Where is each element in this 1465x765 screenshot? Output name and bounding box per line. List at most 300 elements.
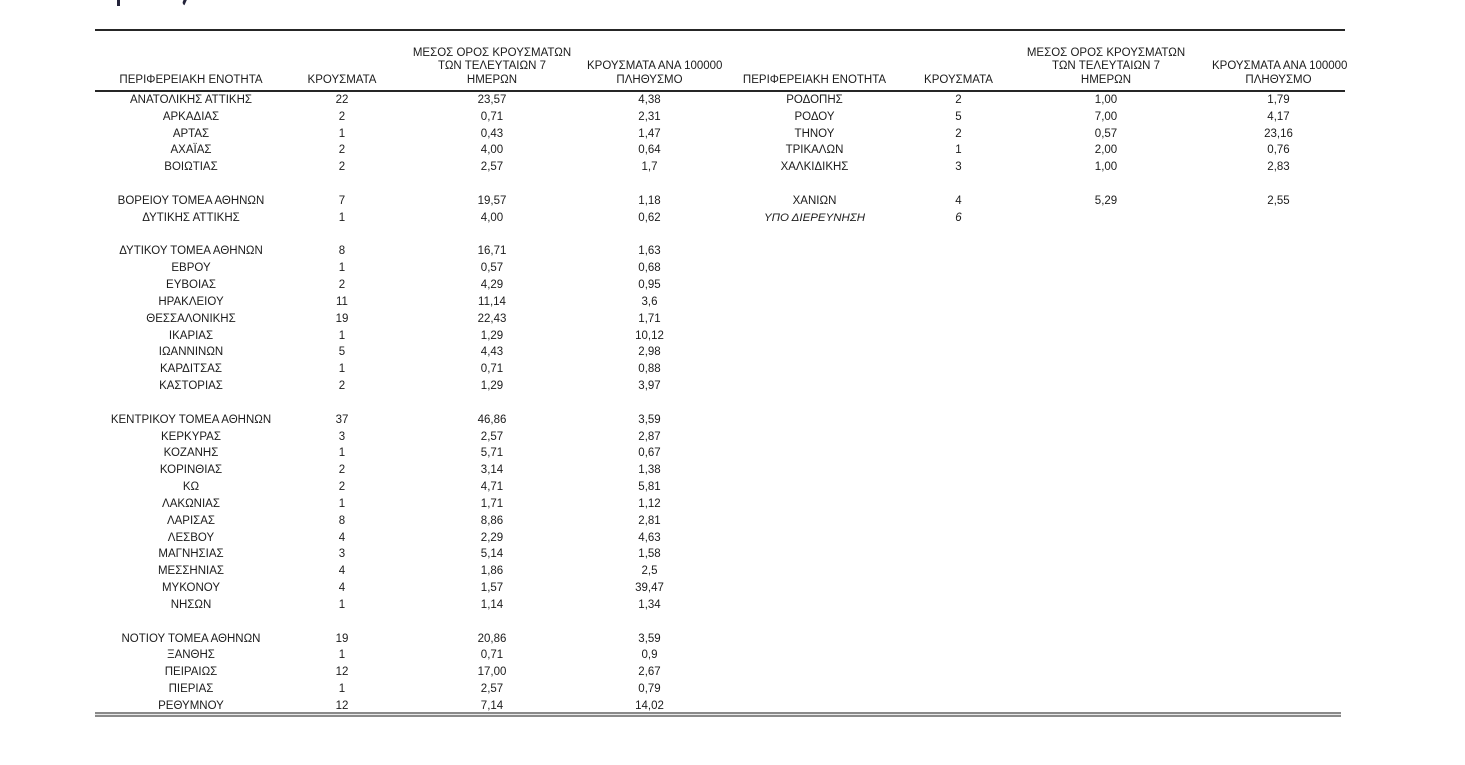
left-avg7-cell: 16,71 bbox=[477, 245, 507, 258]
table-row bbox=[95, 462, 1345, 479]
left-cases-cell: 2 bbox=[338, 110, 346, 123]
right-cases-cell bbox=[917, 227, 1000, 244]
right-cases-cell bbox=[917, 496, 1000, 513]
right-per100k-cell: 0,76 bbox=[1267, 144, 1290, 157]
column-header-avg7-left bbox=[397, 31, 587, 91]
column-header-region-right bbox=[712, 31, 917, 91]
header-label: ΤΩΝ ΤΕΛΕΥΤΑΙΩΝ 7 bbox=[438, 60, 546, 72]
left-cases-cell: 1 bbox=[338, 598, 346, 611]
column-header-region-left bbox=[95, 31, 287, 91]
left-cases-cell: 8 bbox=[338, 245, 346, 258]
right-avg7-cell bbox=[1000, 496, 1212, 513]
table-row bbox=[95, 597, 1345, 614]
left-region-cell: ΕΥΒΟΙΑΣ bbox=[166, 279, 216, 292]
right-avg7-cell bbox=[1000, 563, 1212, 580]
left-per100k-cell bbox=[587, 227, 712, 244]
left-region-cell: ΕΒΡΟΥ bbox=[171, 262, 211, 275]
right-region-cell bbox=[712, 479, 917, 496]
right-avg7-cell bbox=[1000, 681, 1212, 698]
left-per100k-cell: 3,97 bbox=[638, 380, 661, 393]
table-row bbox=[95, 260, 1345, 277]
header-label: ΚΡΟΥΣΜΑΤΑ bbox=[307, 73, 377, 86]
right-avg7-cell bbox=[1000, 395, 1212, 412]
table-row bbox=[95, 361, 1345, 378]
table-row bbox=[95, 227, 1345, 244]
left-cases-cell: 7 bbox=[338, 194, 346, 207]
left-avg7-cell: 0,71 bbox=[480, 110, 504, 123]
table-row bbox=[95, 513, 1345, 530]
table-row bbox=[95, 328, 1345, 345]
right-per100k-cell bbox=[1212, 462, 1345, 479]
right-cases-cell bbox=[917, 277, 1000, 294]
left-region-cell: ΑΡΚΑΔΙΑΣ bbox=[162, 110, 220, 123]
right-avg7-cell bbox=[1000, 210, 1212, 227]
left-per100k-cell: 10,12 bbox=[635, 329, 664, 342]
table-row bbox=[95, 210, 1345, 227]
right-per100k-cell bbox=[1212, 429, 1345, 446]
right-avg7-cell bbox=[1000, 647, 1212, 664]
right-per100k-cell: 2,83 bbox=[1267, 161, 1290, 174]
left-region-cell: ΗΡΑΚΛΕΙΟΥ bbox=[158, 295, 224, 308]
right-region-cell bbox=[712, 513, 917, 530]
left-avg7-cell: 4,43 bbox=[480, 346, 504, 359]
right-avg7-cell bbox=[1000, 429, 1212, 446]
left-region-cell: ΡΕΘΥΜΝΟΥ bbox=[158, 699, 224, 712]
table-row bbox=[95, 395, 1345, 412]
left-cases-cell: 4 bbox=[338, 565, 346, 578]
right-per100k-cell bbox=[1212, 445, 1345, 462]
right-cases-cell bbox=[917, 311, 1000, 328]
right-region-cell bbox=[712, 631, 917, 648]
header-label: ΠΛΗΘΥΣΜΟ bbox=[1245, 73, 1312, 86]
left-avg7-cell: 0,71 bbox=[480, 363, 504, 376]
left-region-cell: ΙΚΑΡΙΑΣ bbox=[168, 329, 214, 342]
left-avg7-cell: 1,14 bbox=[480, 598, 504, 611]
right-region-cell: ΧΑΛΚΙΔΙΚΗΣ bbox=[780, 161, 849, 174]
left-avg7-cell: 4,00 bbox=[480, 144, 504, 157]
left-per100k-cell: 1,34 bbox=[638, 598, 661, 611]
right-per100k-cell bbox=[1212, 294, 1345, 311]
left-avg7-cell: 2,57 bbox=[480, 682, 504, 695]
left-region-cell: ΚΟΖΑΝΗΣ bbox=[163, 447, 219, 460]
table-row bbox=[95, 311, 1345, 328]
right-region-cell bbox=[712, 378, 917, 395]
right-per100k-cell bbox=[1212, 344, 1345, 361]
right-region-cell bbox=[712, 243, 917, 260]
left-avg7-cell: 20,86 bbox=[477, 632, 507, 645]
left-per100k-cell: 2,98 bbox=[638, 346, 661, 359]
left-per100k-cell: 3,6 bbox=[641, 295, 658, 308]
left-cases-cell bbox=[287, 176, 397, 193]
right-cases-cell bbox=[917, 395, 1000, 412]
table-row bbox=[95, 243, 1345, 260]
left-per100k-cell bbox=[587, 395, 712, 412]
table-row bbox=[95, 344, 1345, 361]
left-region-cell: ΞΑΝΘΗΣ bbox=[167, 649, 215, 662]
right-per100k-cell bbox=[1212, 597, 1345, 614]
left-cases-cell: 2 bbox=[338, 380, 346, 393]
right-region-cell bbox=[712, 328, 917, 345]
right-region-cell bbox=[712, 496, 917, 513]
left-cases-cell: 2 bbox=[338, 279, 346, 292]
right-cases-cell bbox=[917, 445, 1000, 462]
left-cases-cell: 1 bbox=[338, 649, 346, 662]
right-avg7-cell bbox=[1000, 176, 1212, 193]
right-avg7-cell bbox=[1000, 546, 1212, 563]
left-avg7-cell: 23,57 bbox=[477, 94, 507, 106]
table-row bbox=[95, 126, 1345, 143]
right-region-cell bbox=[712, 546, 917, 563]
table-row bbox=[95, 647, 1345, 664]
left-region-cell: ΒΟΙΩΤΙΑΣ bbox=[164, 161, 218, 174]
right-region-cell bbox=[712, 647, 917, 664]
right-avg7-cell bbox=[1000, 277, 1212, 294]
left-cases-cell: 1 bbox=[338, 211, 346, 224]
right-region-cell bbox=[712, 664, 917, 681]
right-region-cell bbox=[712, 597, 917, 614]
left-region-cell: ΠΕΙΡΑΙΩΣ bbox=[164, 666, 218, 679]
right-cases-cell bbox=[917, 597, 1000, 614]
right-per100k-cell: 4,17 bbox=[1267, 110, 1290, 123]
right-avg7-cell bbox=[1000, 361, 1212, 378]
header-label: ΜΕΣΟΣ ΟΡΟΣ ΚΡΟΥΣΜΑΤΩΝ bbox=[412, 46, 572, 59]
right-region-cell bbox=[712, 361, 917, 378]
right-cases-cell bbox=[917, 546, 1000, 563]
right-region-cell bbox=[712, 412, 917, 429]
right-cases-cell bbox=[917, 176, 1000, 193]
header-label: ΗΜΕΡΩΝ bbox=[1080, 73, 1132, 86]
right-region-cell: ΤΡΙΚΑΛΩΝ bbox=[785, 144, 844, 157]
left-region-cell: ΜΕΣΣΗΝΙΑΣ bbox=[157, 565, 225, 578]
right-region-cell: ΥΠΟ ΔΙΕΡΕΥΝΗΣΗ bbox=[763, 211, 866, 224]
left-cases-cell: 2 bbox=[338, 161, 346, 174]
left-avg7-cell: 2,57 bbox=[480, 161, 504, 174]
right-region-cell bbox=[712, 462, 917, 479]
right-region-cell bbox=[712, 294, 917, 311]
right-per100k-cell bbox=[1212, 277, 1345, 294]
right-per100k-cell bbox=[1212, 361, 1345, 378]
table-row bbox=[95, 193, 1345, 210]
left-avg7-cell: 22,43 bbox=[477, 312, 507, 325]
left-cases-cell: 1 bbox=[338, 363, 346, 376]
clipped-text-fragment bbox=[117, 0, 120, 6]
left-cases-cell: 37 bbox=[335, 413, 349, 426]
table-row bbox=[95, 142, 1345, 159]
right-region-cell bbox=[712, 563, 917, 580]
right-avg7-cell bbox=[1000, 311, 1212, 328]
right-per100k-cell bbox=[1212, 614, 1345, 631]
right-region-cell: ΤΗΝΟΥ bbox=[794, 127, 835, 140]
left-per100k-cell: 3,59 bbox=[638, 632, 661, 645]
left-cases-cell: 11 bbox=[336, 295, 348, 308]
right-cases-cell bbox=[917, 260, 1000, 277]
left-region-cell: ΙΩΑΝΝΙΝΩΝ bbox=[158, 346, 224, 359]
right-per100k-cell bbox=[1212, 580, 1345, 597]
table-row bbox=[95, 109, 1345, 126]
right-cases-cell: 1 bbox=[955, 144, 962, 157]
left-cases-cell: 2 bbox=[338, 144, 346, 157]
left-cases-cell: 8 bbox=[338, 514, 346, 527]
right-cases-cell bbox=[917, 243, 1000, 260]
right-avg7-cell: 1,00 bbox=[1094, 94, 1118, 106]
right-cases-cell bbox=[917, 631, 1000, 648]
right-per100k-cell bbox=[1212, 311, 1345, 328]
left-avg7-cell: 46,86 bbox=[477, 413, 507, 426]
left-region-cell: ΒΟΡΕΙΟΥ ΤΟΜΕΑ ΑΘΗΝΩΝ bbox=[117, 194, 265, 207]
left-per100k-cell: 1,7 bbox=[641, 161, 658, 174]
right-avg7-cell bbox=[1000, 513, 1212, 530]
right-per100k-cell bbox=[1212, 647, 1345, 664]
right-per100k-cell bbox=[1212, 210, 1345, 227]
right-region-cell bbox=[712, 344, 917, 361]
left-region-cell: ΔΥΤΙΚΗΣ ΑΤΤΙΚΗΣ bbox=[142, 211, 240, 224]
table-row bbox=[95, 530, 1345, 547]
right-per100k-cell: 23,16 bbox=[1264, 127, 1293, 140]
left-per100k-cell: 0,9 bbox=[641, 649, 658, 662]
left-avg7-cell: 8,86 bbox=[480, 514, 504, 527]
right-region-cell bbox=[712, 260, 917, 277]
table-row bbox=[95, 546, 1345, 563]
right-avg7-cell bbox=[1000, 445, 1212, 462]
left-per100k-cell: 14,02 bbox=[635, 699, 664, 712]
right-per100k-cell bbox=[1212, 664, 1345, 681]
table-row bbox=[95, 681, 1345, 698]
left-per100k-cell: 5,81 bbox=[638, 481, 661, 494]
left-region-cell bbox=[95, 614, 287, 631]
left-per100k-cell: 0,88 bbox=[638, 363, 661, 376]
left-per100k-cell: 2,81 bbox=[638, 514, 661, 527]
bottom-rule bbox=[95, 712, 1341, 717]
left-avg7-cell: 1,29 bbox=[480, 380, 504, 393]
header-label: ΗΜΕΡΩΝ bbox=[466, 73, 518, 86]
left-region-cell bbox=[95, 227, 287, 244]
right-avg7-cell bbox=[1000, 227, 1212, 244]
left-per100k-cell: 4,63 bbox=[638, 531, 661, 544]
right-avg7-cell bbox=[1000, 614, 1212, 631]
left-avg7-cell: 17,00 bbox=[477, 666, 507, 679]
right-cases-cell bbox=[917, 328, 1000, 345]
left-avg7-cell: 0,43 bbox=[480, 127, 504, 140]
left-region-cell: ΚΑΣΤΟΡΙΑΣ bbox=[159, 380, 223, 393]
table-header bbox=[95, 31, 1348, 91]
header-label: ΠΛΗΘΥΣΜΟ bbox=[616, 73, 683, 86]
right-per100k-cell bbox=[1212, 395, 1345, 412]
left-avg7-cell: 1,57 bbox=[480, 582, 504, 595]
left-per100k-cell: 1,63 bbox=[638, 245, 661, 258]
right-avg7-cell bbox=[1000, 631, 1212, 648]
column-header-cases-left bbox=[287, 31, 397, 91]
left-avg7-cell: 5,71 bbox=[480, 447, 504, 460]
right-region-cell bbox=[712, 429, 917, 446]
left-avg7-cell bbox=[397, 614, 587, 631]
right-region-cell bbox=[712, 614, 917, 631]
table-row bbox=[95, 277, 1345, 294]
right-cases-cell bbox=[917, 344, 1000, 361]
left-avg7-cell bbox=[397, 227, 587, 244]
left-avg7-cell: 1,71 bbox=[480, 497, 504, 510]
left-per100k-cell: 1,12 bbox=[638, 497, 661, 510]
header-row bbox=[95, 31, 1345, 91]
table-row bbox=[95, 159, 1345, 176]
right-avg7-cell bbox=[1000, 260, 1212, 277]
right-per100k-cell bbox=[1212, 496, 1345, 513]
left-avg7-cell: 5,14 bbox=[480, 548, 504, 561]
right-per100k-cell bbox=[1212, 227, 1345, 244]
right-region-cell bbox=[712, 176, 917, 193]
left-avg7-cell: 11,14 bbox=[478, 295, 506, 308]
right-per100k-cell bbox=[1212, 479, 1345, 496]
column-header-cases-right bbox=[917, 31, 1000, 91]
right-cases-cell: 6 bbox=[955, 211, 962, 224]
left-cases-cell bbox=[287, 614, 397, 631]
right-cases-cell bbox=[917, 294, 1000, 311]
left-cases-cell bbox=[287, 227, 397, 244]
left-per100k-cell: 1,58 bbox=[638, 548, 661, 561]
left-per100k-cell: 1,47 bbox=[638, 127, 661, 140]
left-per100k-cell: 0,64 bbox=[638, 144, 661, 157]
left-region-cell: ΜΥΚΟΝΟΥ bbox=[161, 582, 221, 595]
left-cases-cell: 22 bbox=[335, 94, 349, 106]
right-cases-cell bbox=[917, 513, 1000, 530]
left-region-cell: ΠΙΕΡΙΑΣ bbox=[168, 682, 214, 695]
left-avg7-cell: 4,71 bbox=[480, 481, 504, 494]
left-per100k-cell: 1,18 bbox=[638, 194, 661, 207]
right-region-cell: ΡΟΔΟΥ bbox=[794, 110, 835, 123]
right-per100k-cell bbox=[1212, 530, 1345, 547]
right-cases-cell bbox=[917, 580, 1000, 597]
right-per100k-cell bbox=[1212, 328, 1345, 345]
left-region-cell: ΑΝΑΤΟΛΙΚΗΣ ΑΤΤΙΚΗΣ bbox=[129, 94, 252, 106]
right-avg7-cell bbox=[1000, 412, 1212, 429]
left-region-cell: ΚΩ bbox=[182, 481, 200, 494]
right-per100k-cell bbox=[1212, 260, 1345, 277]
left-avg7-cell: 0,57 bbox=[480, 262, 504, 275]
left-per100k-cell: 3,59 bbox=[638, 413, 661, 426]
left-cases-cell: 19 bbox=[335, 312, 349, 325]
left-per100k-cell: 0,95 bbox=[638, 279, 661, 292]
right-avg7-cell bbox=[1000, 328, 1212, 345]
table-row bbox=[95, 91, 1345, 109]
right-region-cell bbox=[712, 580, 917, 597]
right-region-cell bbox=[712, 445, 917, 462]
right-per100k-cell bbox=[1212, 631, 1345, 648]
left-region-cell: ΑΡΤΑΣ bbox=[172, 127, 210, 140]
clipped-text-fragment bbox=[182, 0, 188, 5]
table-row bbox=[95, 479, 1345, 496]
left-cases-cell: 1 bbox=[338, 447, 346, 460]
left-cases-cell: 12 bbox=[335, 699, 349, 712]
left-cases-cell: 1 bbox=[338, 262, 346, 275]
left-per100k-cell: 0,79 bbox=[638, 682, 661, 695]
left-cases-cell: 2 bbox=[338, 464, 346, 477]
left-cases-cell: 3 bbox=[338, 548, 346, 561]
left-per100k-cell: 1,71 bbox=[638, 312, 661, 325]
left-region-cell: ΛΑΚΩΝΙΑΣ bbox=[162, 497, 220, 510]
left-avg7-cell: 1,86 bbox=[480, 565, 504, 578]
right-avg7-cell: 7,00 bbox=[1094, 110, 1118, 123]
right-region-cell: ΧΑΝΙΩΝ bbox=[792, 194, 837, 207]
left-region-cell: ΝΗΣΩΝ bbox=[170, 598, 212, 611]
left-avg7-cell: 4,29 bbox=[480, 279, 504, 292]
right-cases-cell bbox=[917, 361, 1000, 378]
left-cases-cell: 1 bbox=[338, 682, 346, 695]
left-avg7-cell bbox=[397, 176, 587, 193]
right-per100k-cell bbox=[1212, 412, 1345, 429]
right-avg7-cell bbox=[1000, 580, 1212, 597]
right-region-cell bbox=[712, 311, 917, 328]
right-region-cell bbox=[712, 395, 917, 412]
left-per100k-cell: 2,67 bbox=[638, 666, 661, 679]
left-per100k-cell bbox=[587, 176, 712, 193]
left-avg7-cell: 3,14 bbox=[480, 464, 504, 477]
right-cases-cell bbox=[917, 664, 1000, 681]
left-region-cell: ΚΟΡΙΝΘΙΑΣ bbox=[159, 464, 223, 477]
right-avg7-cell: 1,00 bbox=[1094, 161, 1118, 174]
left-cases-cell: 12 bbox=[335, 666, 349, 679]
right-per100k-cell bbox=[1212, 681, 1345, 698]
right-region-cell bbox=[712, 277, 917, 294]
left-per100k-cell: 2,31 bbox=[638, 110, 661, 123]
left-avg7-cell: 4,00 bbox=[480, 211, 504, 224]
header-label: ΚΡΟΥΣΜΑΤΑ ΑΝΑ 100000 bbox=[587, 60, 723, 72]
table-row bbox=[95, 664, 1345, 681]
right-cases-cell: 5 bbox=[955, 110, 962, 123]
right-cases-cell bbox=[917, 462, 1000, 479]
left-cases-cell: 4 bbox=[338, 582, 346, 595]
right-cases-cell bbox=[917, 429, 1000, 446]
right-avg7-cell bbox=[1000, 664, 1212, 681]
right-per100k-cell bbox=[1212, 243, 1345, 260]
right-per100k-cell: 1,79 bbox=[1267, 94, 1290, 106]
table-row bbox=[95, 429, 1345, 446]
left-region-cell: ΝΟΤΙΟΥ ΤΟΜΕΑ ΑΘΗΝΩΝ bbox=[121, 632, 261, 645]
right-avg7-cell bbox=[1000, 294, 1212, 311]
right-cases-cell bbox=[917, 479, 1000, 496]
cases-by-regional-unit-table bbox=[95, 31, 1348, 715]
table-row bbox=[95, 614, 1345, 631]
left-region-cell: ΘΕΣΣΑΛΟΝΙΚΗΣ bbox=[146, 312, 236, 325]
left-avg7-cell: 2,29 bbox=[480, 531, 504, 544]
right-cases-cell: 4 bbox=[955, 194, 962, 207]
header-label: ΠΕΡΙΦΕΡΕΙΑΚΗ ΕΝΟΤΗΤΑ bbox=[742, 73, 887, 86]
left-region-cell bbox=[95, 395, 287, 412]
right-cases-cell: 2 bbox=[955, 127, 962, 140]
right-region-cell bbox=[712, 530, 917, 547]
right-avg7-cell bbox=[1000, 378, 1212, 395]
left-avg7-cell: 1,29 bbox=[480, 329, 504, 342]
left-cases-cell: 5 bbox=[338, 346, 346, 359]
right-avg7-cell bbox=[1000, 344, 1212, 361]
right-per100k-cell: 2,55 bbox=[1267, 194, 1290, 207]
left-cases-cell: 3 bbox=[338, 430, 346, 443]
left-per100k-cell: 1,38 bbox=[638, 464, 661, 477]
left-cases-cell: 4 bbox=[338, 531, 346, 544]
table-row bbox=[95, 294, 1345, 311]
left-region-cell: ΛΑΡΙΣΑΣ bbox=[166, 514, 216, 527]
right-per100k-cell bbox=[1212, 513, 1345, 530]
left-per100k-cell: 4,38 bbox=[638, 94, 661, 106]
left-cases-cell: 19 bbox=[335, 632, 349, 645]
left-region-cell: ΚΕΡΚΥΡΑΣ bbox=[161, 430, 221, 443]
table-row bbox=[95, 563, 1345, 580]
column-header-per100k-left bbox=[587, 31, 723, 91]
table-row bbox=[95, 631, 1345, 648]
right-avg7-cell bbox=[1000, 479, 1212, 496]
table-row bbox=[95, 176, 1345, 193]
right-avg7-cell: 0,57 bbox=[1094, 127, 1118, 140]
right-cases-cell bbox=[917, 378, 1000, 395]
left-per100k-cell: 0,67 bbox=[638, 447, 661, 460]
